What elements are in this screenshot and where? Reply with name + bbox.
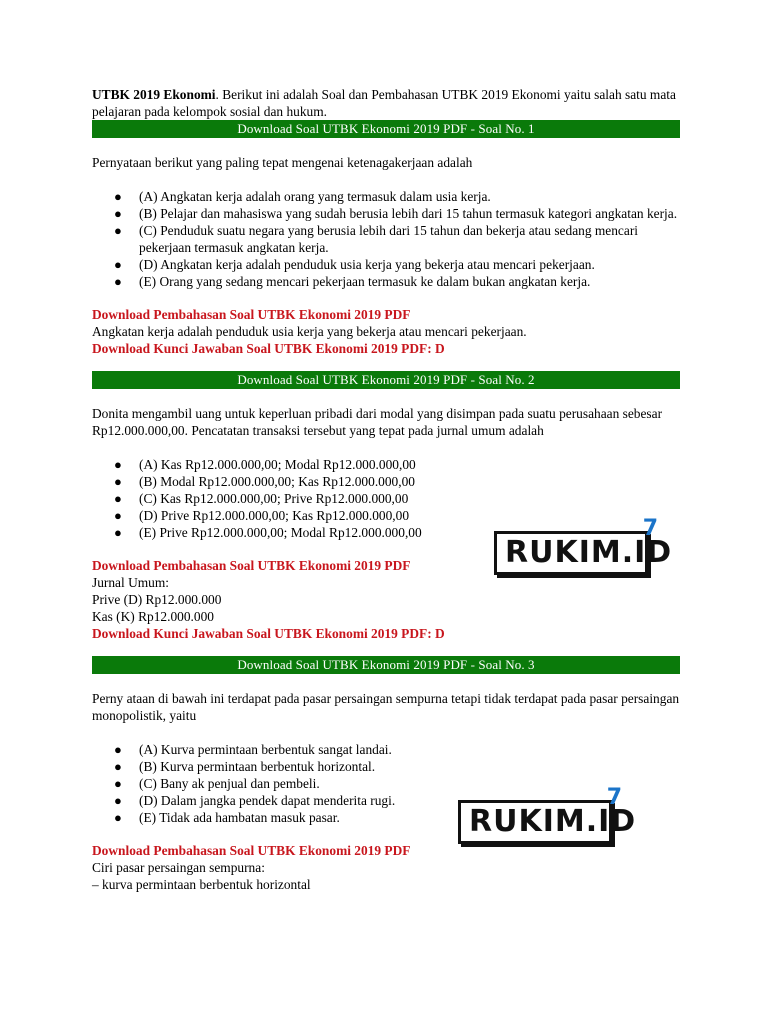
q3-pembahasan-link[interactable]: Download Pembahasan Soal UTBK Ekonomi 2019 PDF	[92, 843, 411, 858]
intro-paragraph	[92, 86, 680, 120]
rukim-logo-superscript: 7	[642, 516, 659, 541]
bullet-icon: ●	[114, 474, 122, 489]
q3-option-e: ● (E) Tidak ada hambatan masuk pasar.	[114, 810, 340, 825]
q3-question: Perny ataan di bawah ini terdapat pada pasar persaingan sempurna tetapi tidak terdapat pada pasar persaingan monopolistik, yaitu	[92, 691, 680, 723]
q3-option-d: ● (D) Dalam jangka pendek dapat menderita rugi.	[114, 793, 396, 808]
q3-pembahasan-line-1: Ciri pasar persaingan sempurna:	[92, 860, 265, 875]
article-body	[92, 86, 680, 893]
q2-kunci-link[interactable]: Download Kunci Jawaban Soal UTBK Ekonomi 2019 PDF: D	[92, 626, 445, 641]
q1-pembahasan-link[interactable]: Download Pembahasan Soal UTBK Ekonomi 2019 PDF	[92, 307, 411, 322]
q1-question: Pernyataan berikut yang paling tepat mengenai ketenagakerjaan adalah	[92, 155, 473, 170]
q2-option-c: ● (C) Kas Rp12.000.000,00; Prive Rp12.000.000,00	[114, 491, 409, 506]
q2-options	[92, 456, 680, 541]
bullet-icon: ●	[114, 274, 122, 289]
bullet-icon: ●	[114, 776, 122, 791]
rukim-logo-superscript: 7	[606, 785, 623, 810]
q3-option-b: ● (B) Kurva permintaan berbentuk horizontal.	[114, 759, 376, 774]
q2-option-d: ● (D) Prive Rp12.000.000,00; Kas Rp12.000.000,00	[114, 508, 410, 523]
bullet-icon: ●	[114, 793, 122, 808]
q1-header-bar[interactable]: Download Soal UTBK Ekonomi 2019 PDF - Soal No. 1	[92, 120, 680, 138]
q1-pembahasan-text: Angkatan kerja adalah penduduk usia kerja yang bekerja atau mencari pekerjaan.	[92, 324, 527, 339]
q1-option-b: ● (B) Pelajar dan mahasiswa yang sudah berusia lebih dari 15 tahun termasuk kategori angkatan kerja.	[114, 206, 678, 221]
bullet-icon: ●	[114, 223, 122, 238]
q3-header-bar[interactable]: Download Soal UTBK Ekonomi 2019 PDF - Soal No. 3	[92, 656, 680, 674]
intro-text: . Berikut ini adalah Soal dan Pembahasan UTBK 2019 Ekonomi yaitu salah satu mata pelajaran pada kelompok sosial dan hukum.	[92, 87, 676, 119]
bullet-icon: ●	[114, 508, 122, 523]
q3-pembahasan-line-2: – kurva permintaan berbentuk horizontal	[92, 877, 311, 892]
rukim-logo	[494, 516, 673, 575]
bullet-icon: ●	[114, 257, 122, 272]
q3-option-c: ● (C) Bany ak penjual dan pembeli.	[114, 776, 320, 791]
q2-pembahasan-line-1: Jurnal Umum:	[92, 575, 169, 590]
q2-option-b: ● (B) Modal Rp12.000.000,00; Kas Rp12.000.000,00	[114, 474, 415, 489]
bullet-icon: ●	[114, 525, 122, 540]
q1-option-c: ● (C) Penduduk suatu negara yang berusia lebih dari 15 tahun dan bekerja atau sedang mencari pekerjaan termasuk angkatan kerja.	[114, 223, 638, 255]
q1-kunci-link[interactable]: Download Kunci Jawaban Soal UTBK Ekonomi 2019 PDF: D	[92, 341, 445, 356]
q1-options	[92, 188, 680, 290]
q1-option-a: ● (A) Angkatan kerja adalah orang yang termasuk dalam usia kerja.	[114, 189, 491, 204]
bullet-icon: ●	[114, 491, 122, 506]
q1-option-d: ● (D) Angkatan kerja adalah penduduk usia kerja yang bekerja atau mencari pekerjaan.	[114, 257, 595, 272]
q2-option-e: ● (E) Prive Rp12.000.000,00; Modal Rp12.000.000,00	[114, 525, 422, 540]
bullet-icon: ●	[114, 206, 122, 221]
bullet-icon: ●	[114, 457, 122, 472]
q2-pembahasan-line-2: Prive (D) Rp12.000.000	[92, 592, 222, 607]
rukim-logo	[458, 785, 637, 844]
q2-pembahasan-link[interactable]: Download Pembahasan Soal UTBK Ekonomi 2019 PDF	[92, 558, 411, 573]
rukim-logo-text: RUKIM.ID	[469, 804, 637, 839]
q3-option-a: ● (A) Kurva permintaan berbentuk sangat landai.	[114, 742, 392, 757]
bullet-icon: ●	[114, 759, 122, 774]
bullet-icon: ●	[114, 810, 122, 825]
intro-title: UTBK 2019 Ekonomi	[92, 87, 216, 102]
bullet-icon: ●	[114, 742, 122, 757]
rukim-logo-text: RUKIM.ID	[505, 535, 673, 570]
q2-option-a: ● (A) Kas Rp12.000.000,00; Modal Rp12.000.000,00	[114, 457, 416, 472]
q2-pembahasan-line-3: Kas (K) Rp12.000.000	[92, 609, 214, 624]
q2-question: Donita mengambil uang untuk keperluan pribadi dari modal yang disimpan pada suatu perusahaan sebesar Rp12.000.000,00. Pencatatan transaksi tersebut yang tepat pada jurnal umum adalah	[92, 406, 663, 438]
q2-header-bar[interactable]: Download Soal UTBK Ekonomi 2019 PDF - Soal No. 2	[92, 371, 680, 389]
q1-option-e: ● (E) Orang yang sedang mencari pekerjaan termasuk ke dalam bukan angkatan kerja.	[114, 274, 591, 289]
bullet-icon: ●	[114, 189, 122, 204]
